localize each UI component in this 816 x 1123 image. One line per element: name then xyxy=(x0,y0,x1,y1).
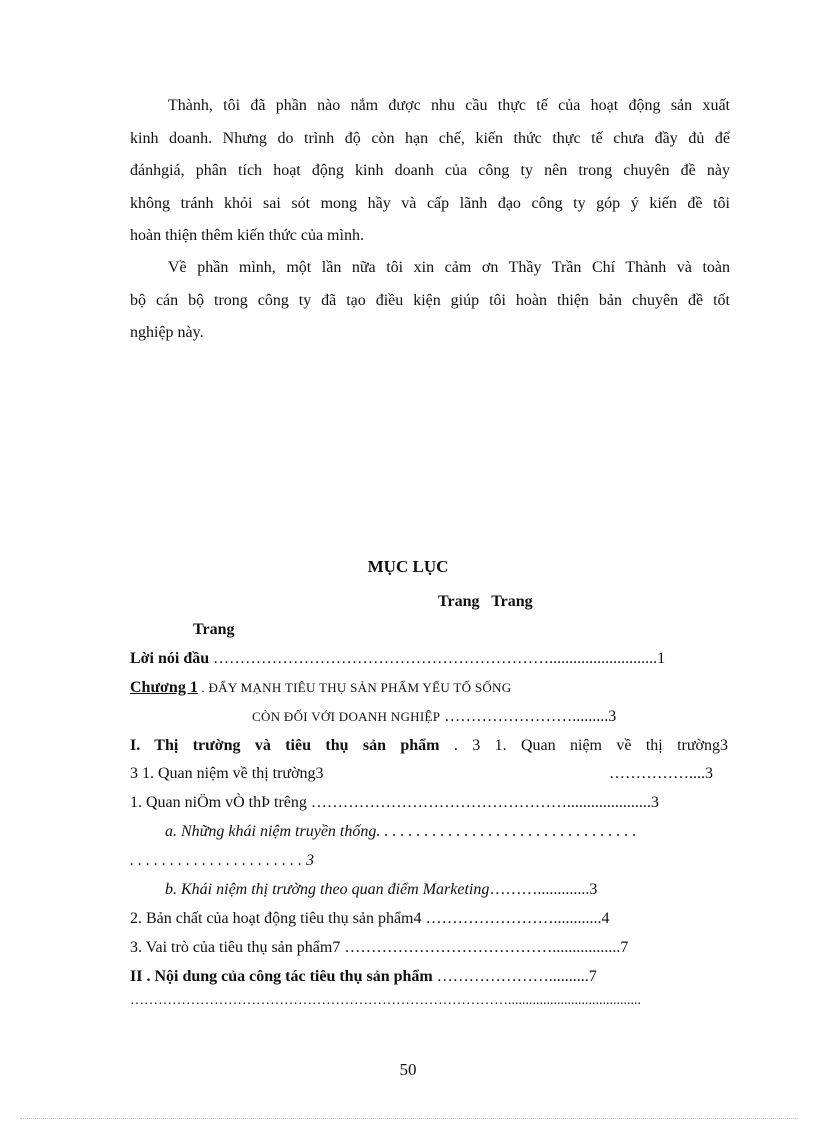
page-number: 50 xyxy=(399,1060,417,1079)
toc-header-left: Trang xyxy=(193,621,235,638)
toc-entry-muc-1b[interactable] xyxy=(130,765,324,783)
paragraph-line: kinh doanh. Nhưng do trình độ còn hạn chế, kiến thức thực tế chưa đầy đủ để xyxy=(130,129,730,147)
toc-page: 4 xyxy=(601,910,610,927)
toc-entry-muc-a[interactable] xyxy=(165,823,636,841)
toc-entry-chuong-1-line2[interactable] xyxy=(252,708,616,726)
toc-entry-muc-3[interactable] xyxy=(130,939,628,957)
toc-entry-label: a. Những khái niệm truyền thống xyxy=(165,823,377,840)
toc-dots: . . . . . . . . . . . . . . . . . . . . . . xyxy=(130,852,302,869)
paragraph-line: không tránh khỏi sai sót mong hầy và cấp lãnh đạo công ty góp ý kiến đề tôi xyxy=(130,194,730,212)
toc-entry-muc-a-line2 xyxy=(130,852,314,870)
paragraph-line: nghiệp này. xyxy=(130,324,204,341)
toc-page: 3 xyxy=(302,852,314,869)
toc-entry-label: CÒN ĐỐI VỚI DOANH NGHIỆP xyxy=(252,709,441,724)
paragraph-2 xyxy=(130,252,730,350)
footer-divider xyxy=(20,1118,796,1119)
toc-trailing-dots: ………………………………………………………………………...................................... xyxy=(130,993,641,1008)
toc-page: 1 xyxy=(657,650,666,667)
toc-entry-label: Lời nói đầu xyxy=(130,650,210,667)
toc-entry-muc-1b-page xyxy=(609,765,713,783)
toc-entry-muc-b[interactable] xyxy=(165,881,597,899)
toc-entry-rest: . 3 1. Quan niệm về thị trường3 xyxy=(439,737,729,754)
paragraph-line: bộ cán bộ trong công ty đã tạo điều kiện giúp tôi hoàn thiện bản chuyên đề tốt xyxy=(130,291,730,309)
toc-dots: …………………………………………..................... xyxy=(306,794,651,811)
toc-dots: ………………….......... xyxy=(432,968,589,985)
toc-dots: ………………………………………………………........................... xyxy=(209,650,658,667)
toc-page: 7 xyxy=(588,968,597,985)
paragraph-line: Thành, tôi đã phần nào nắm được nhu cầu thực tế của hoạt động sản xuất xyxy=(168,97,730,114)
toc-page: 7 xyxy=(620,939,629,956)
toc-entry-label: Chương 1 xyxy=(130,679,198,696)
paragraph-line: Về phần mình, một lần nữa tôi xin cảm ơn Thầy Trần Chí Thành và toàn xyxy=(168,259,730,276)
toc-page: 3 xyxy=(650,794,659,811)
toc-dots: ……………………............ xyxy=(421,910,602,927)
toc-title: MỤC LỤC xyxy=(367,557,449,576)
toc-entry-label: 1. Quan niÖm vÒ thÞ trêng xyxy=(130,794,307,811)
toc-dots: ……………………......... xyxy=(440,708,609,725)
toc-header-right: Trang Trang xyxy=(438,593,533,610)
toc-entry-muc-1c[interactable] xyxy=(130,794,659,812)
toc-entry-label: 3 1. Quan niệm về thị trường3 xyxy=(130,765,324,782)
toc-dots: …………….... xyxy=(609,765,705,782)
toc-entry-muc-1[interactable] xyxy=(130,737,728,755)
toc-page: 3 xyxy=(589,881,598,898)
toc-entry-chuong-1[interactable] xyxy=(130,679,511,697)
paragraph-1 xyxy=(130,90,730,253)
toc-page: 3 xyxy=(608,708,617,725)
toc-dots: . . . . . . . . . . . . . . . . . . . . . . . . . . . . . . . . . xyxy=(376,823,637,840)
toc-dots: ………............. xyxy=(489,881,590,898)
toc-entry-label: b. Khái niệm thị trường theo quan điểm Marketing xyxy=(165,881,490,898)
toc-entry-muc-ii[interactable] xyxy=(130,968,597,986)
toc-entry-label: 3. Vai trò của tiêu thụ sản phẩm7 xyxy=(130,939,341,956)
toc-entry-muc-2[interactable] xyxy=(130,910,609,928)
toc-dots: …………………………………................. xyxy=(340,939,621,956)
toc-entry-label: II . Nội dung của công tác tiêu thụ sản phẩm xyxy=(130,968,433,985)
toc-entry-label: I. Thị trường và tiêu thụ sản phẩm xyxy=(130,737,440,754)
toc-page: 3 xyxy=(705,765,713,782)
toc-entry-label: 2. Bản chất của hoạt động tiêu thụ sản phẩm4 xyxy=(130,910,422,927)
paragraph-line: đánhgiá, phân tích hoạt động kinh doanh của công ty nên trong chuyên đề này xyxy=(130,162,730,179)
paragraph-line: hoàn thiện thêm kiến thức của mình. xyxy=(130,227,364,244)
toc-entry-rest: . ĐẨY MẠNH TIÊU THỤ SẢN PHẨM YẾU TỐ SỐNG xyxy=(197,680,512,695)
toc-entry-loi-noi-dau[interactable] xyxy=(130,650,665,668)
